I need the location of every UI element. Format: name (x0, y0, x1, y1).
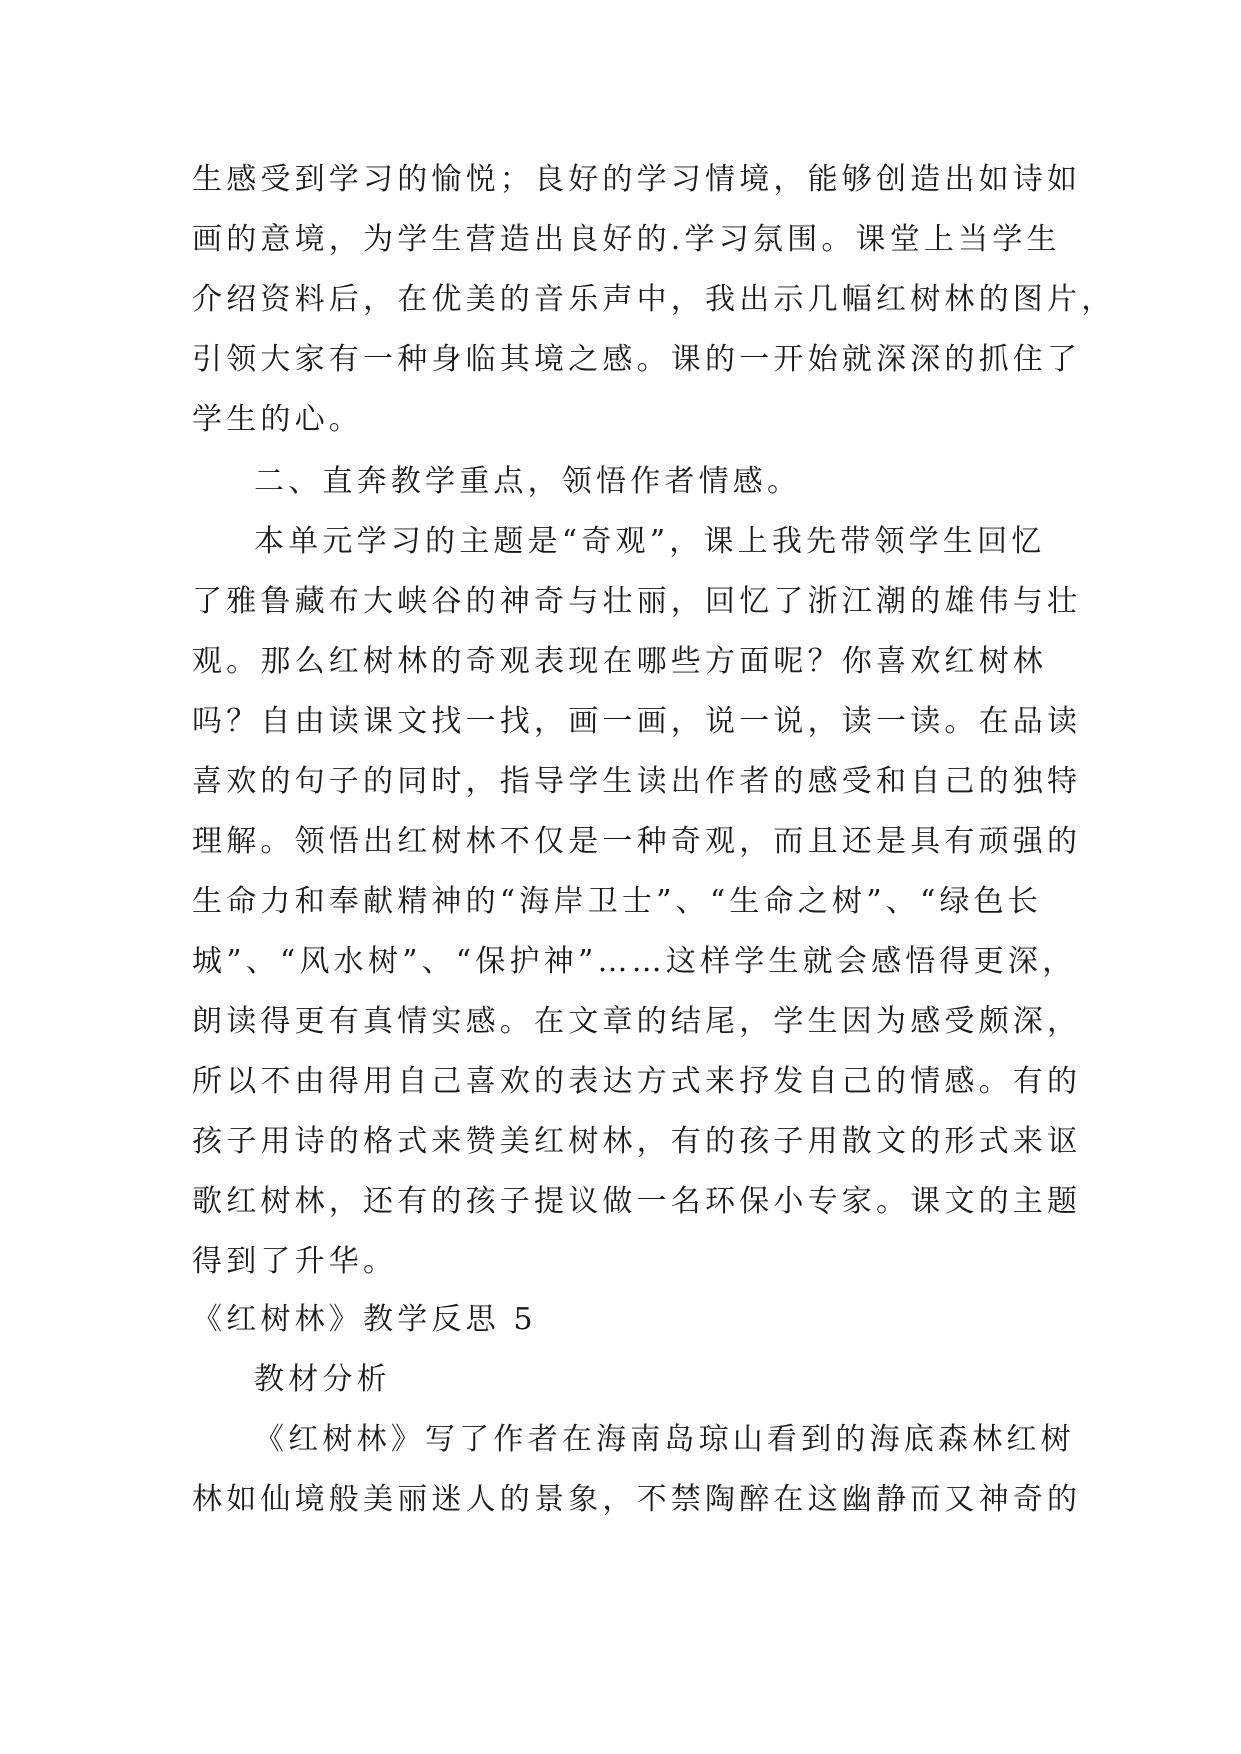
text-line: 所以不由得用自己喜欢的表达方式来抒发自己的情感。有的 (192, 1064, 1082, 1099)
paragraph-material-intro (192, 1410, 1082, 1530)
paragraph-wonder-theme (192, 512, 1082, 1292)
text-line: 二、直奔教学重点，领悟作者情感。 (254, 464, 802, 499)
text-line: 生命力和奉献精神的“海岸卫士”、“生命之树”、“绿色长 (192, 884, 1043, 919)
text-line: 《红树林》写了作者在海南岛琼山看到的海底森林红树 (254, 1422, 1075, 1457)
text-line: 观。那么红树林的奇观表现在哪些方面呢？你喜欢红树林 (192, 644, 1047, 679)
text-line: 了雅鲁藏布大峡谷的神奇与壮丽，回忆了浙江潮的雄伟与壮 (192, 584, 1082, 619)
text-line: 城”、“风水树”、“保护神”……这样学生就会感悟得更深， (192, 944, 1077, 979)
text-line: 教材分析 (254, 1362, 391, 1397)
text-line: 画的意境，为学生营造出良好的.学习氛围。课堂上当学生 (192, 222, 1061, 257)
text-line: 林如仙境般美丽迷人的景象，不禁陶醉在这幽静而又神奇的 (192, 1482, 1082, 1517)
text-line: 介绍资料后，在优美的音乐声中，我出示几幅红树林的图片， (192, 282, 1116, 317)
text-line: 学生的心。 (192, 402, 363, 437)
text-line: 生感受到学习的愉悦；良好的学习情境，能够创造出如诗如 (192, 162, 1082, 197)
text-line: 本单元学习的主题是“奇观”，课上我先带领学生回忆 (254, 524, 1046, 559)
paragraph-learning-atmosphere (192, 150, 1116, 450)
text-line: 喜欢的句子的同时，指导学生读出作者的感受和自己的独特 (192, 764, 1082, 799)
text-line: 朗读得更有真情实感。在文章的结尾，学生因为感受颇深， (192, 1004, 1082, 1039)
article-heading (192, 1290, 1072, 1350)
text-line: 得到了升华。 (192, 1244, 398, 1279)
text-line: 吗？自由读课文找一找，画一画，说一说，读一读。在品读 (192, 704, 1082, 739)
subheading-material-analysis (192, 1350, 1134, 1410)
text-line: 孩子用诗的格式来赞美红树林，有的孩子用散文的形式来讴 (192, 1124, 1082, 1159)
text-line: 歌红树林，还有的孩子提议做一名环保小专家。课文的主题 (192, 1184, 1082, 1219)
text-line: 引领大家有一种身临其境之感。课的一开始就深深的抓住了 (192, 342, 1082, 377)
text-line: 理解。领悟出红树林不仅是一种奇观，而且还是具有顽强的 (192, 824, 1082, 859)
section-heading-two (192, 452, 1134, 512)
text-line: 《红树林》教学反思 5 (192, 1302, 537, 1337)
